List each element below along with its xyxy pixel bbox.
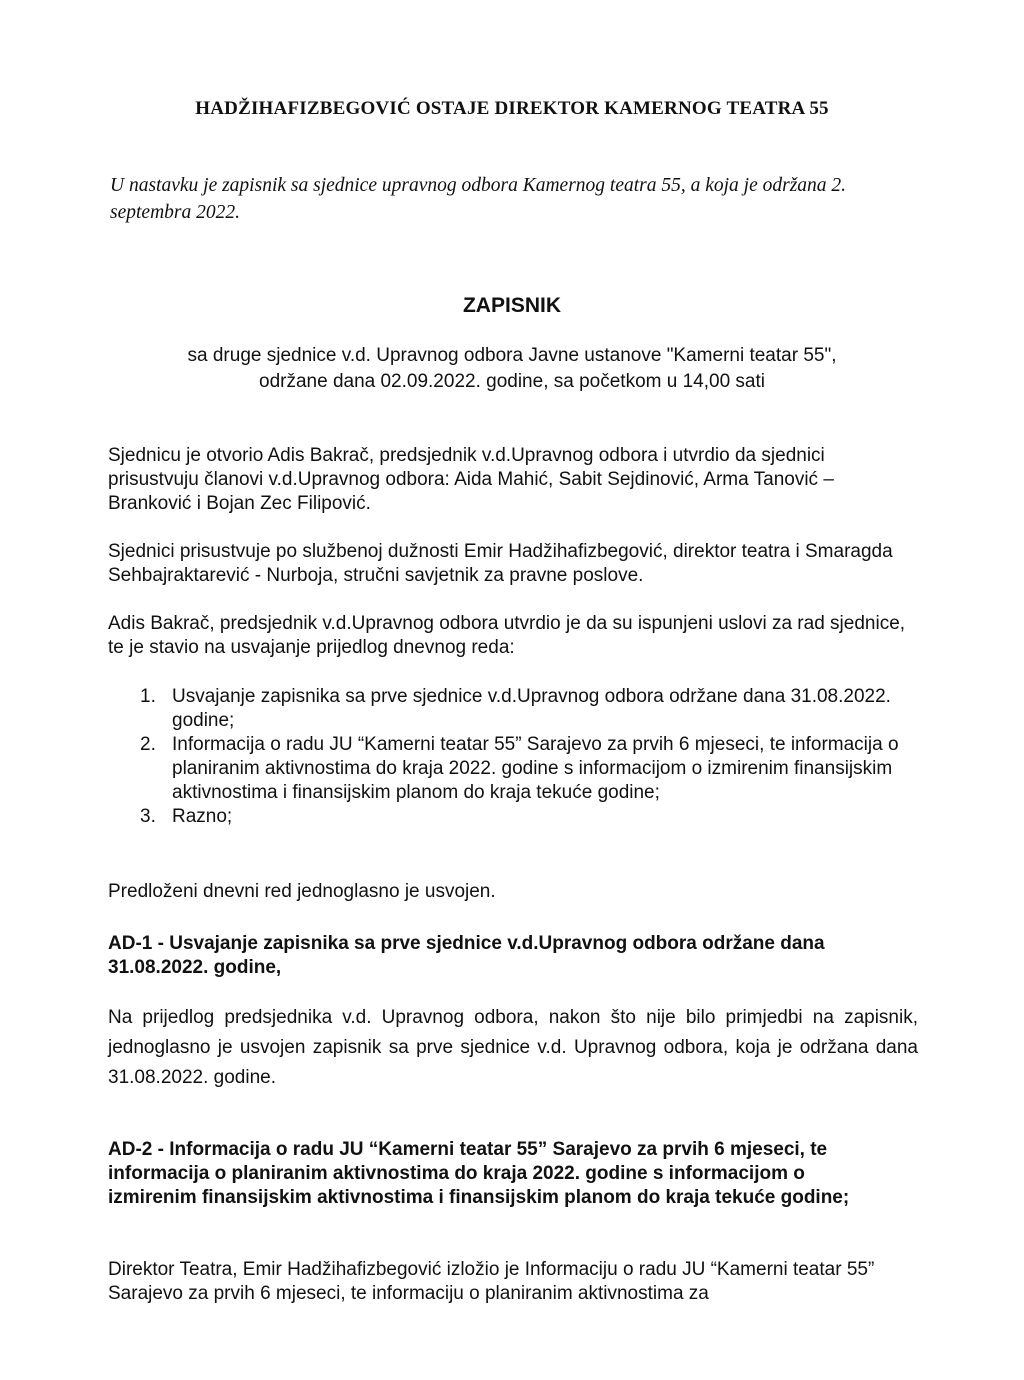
ad1-label: AD-1 xyxy=(108,933,153,954)
ad1-separator: - xyxy=(152,933,170,954)
ad2-separator: - xyxy=(152,1139,170,1160)
agenda-item xyxy=(108,805,918,829)
minutes-subtitle-line1: sa druge sjednice v.d. Upravnog odbora Javne ustanove "Kamerni teatar 55", xyxy=(187,345,837,366)
agenda-item xyxy=(108,733,918,805)
ad2-title: Informacija o radu JU “Kamerni teatar 55” Sarajevo za prvih 6 mjeseci, te informacija o planiranim aktivnostima do kraja 2022. godine s informacijom o izmirenim finansijskim aktivnostima i finansijskim planom do kraja tekuće godine; xyxy=(108,1139,850,1208)
agenda-item xyxy=(108,685,918,733)
agenda-item-text: Razno; xyxy=(172,806,233,827)
attendance-paragraph: Sjednici prisustvuje po službenoj dužnosti Emir Hadžihafizbegović, direktor teatra i Smaragda Sehbajraktarević - Nurboja, stručni savjetnik za pravne poslove. xyxy=(108,541,893,586)
quorum-paragraph: Adis Bakrač, predsjednik v.d.Upravnog odbora utvrdio je da su ispunjeni uslovi za rad sjednice, te je stavio na usvajanje prijedlog dnevnog reda: xyxy=(108,613,906,658)
agenda-item-number: 2. xyxy=(140,734,156,755)
agenda-item-number: 1. xyxy=(140,686,156,707)
agenda-list xyxy=(108,685,918,829)
article-headline: HADŽIHAFIZBEGOVIĆ OSTAJE DIREKTOR KAMERNOG TEATRA 55 xyxy=(195,98,829,119)
minutes-subtitle-line2: održane dana 02.09.2022. godine, sa početkom u 14,00 sati xyxy=(259,371,765,392)
ad2-label: AD-2 xyxy=(108,1139,153,1160)
opening-paragraph: Sjednicu je otvorio Adis Bakrač, predsjednik v.d.Upravnog odbora i utvrdio da sjednici prisustvuju članovi v.d.Upravnog odbora: Aida Mahić, Sabit Sejdinović, Arma Tanović – Branković i Bojan Zec Filipović. xyxy=(108,445,834,514)
agenda-item-text: Usvajanje zapisnika sa prve sjednice v.d.Upravnog odbora održane dana 31.08.2022. godine; xyxy=(172,686,891,731)
ad1-title: Usvajanje zapisnika sa prve sjednice v.d.Upravnog odbora održane dana 31.08.2022. godine, xyxy=(108,933,825,978)
ad1-heading xyxy=(108,932,898,980)
intro-paragraph: U nastavku je zapisnik sa sjednice upravnog odbora Kamernog teatra 55, a koja je održana 2. septembra 2022. xyxy=(110,175,847,223)
ad2-heading xyxy=(108,1138,898,1210)
minutes-subtitle xyxy=(140,343,884,395)
ad2-body-paragraph: Direktor Teatra, Emir Hadžihafizbegović izložio je Informaciju o radu JU “Kamerni teatar 55” Sarajevo za prvih 6 mjeseci, te informaciju o planiranim aktivnostima za xyxy=(108,1259,875,1304)
agenda-item-text: Informacija o radu JU “Kamerni teatar 55” Sarajevo za prvih 6 mjeseci, te informacija o planiranim aktivnostima do kraja 2022. godine s informacijom o izmirenim finansijskim aktivnostima i finansijskim planom do kraja tekuće godine; xyxy=(172,734,899,803)
agenda-item-number: 3. xyxy=(140,806,156,827)
agenda-adopted-paragraph: Predloženi dnevni red jednoglasno je usvojen. xyxy=(108,881,496,902)
minutes-title: ZAPISNIK xyxy=(462,294,561,317)
ad1-body-paragraph: Na prijedlog predsjednika v.d. Upravnog odbora, nakon što nije bilo primjedbi na zapisnik, jednoglasno je usvojen zapisnik sa prve sjednice v.d. Upravnog odbora, koja je održana dana 31.08.2022. godine. xyxy=(108,1007,918,1088)
